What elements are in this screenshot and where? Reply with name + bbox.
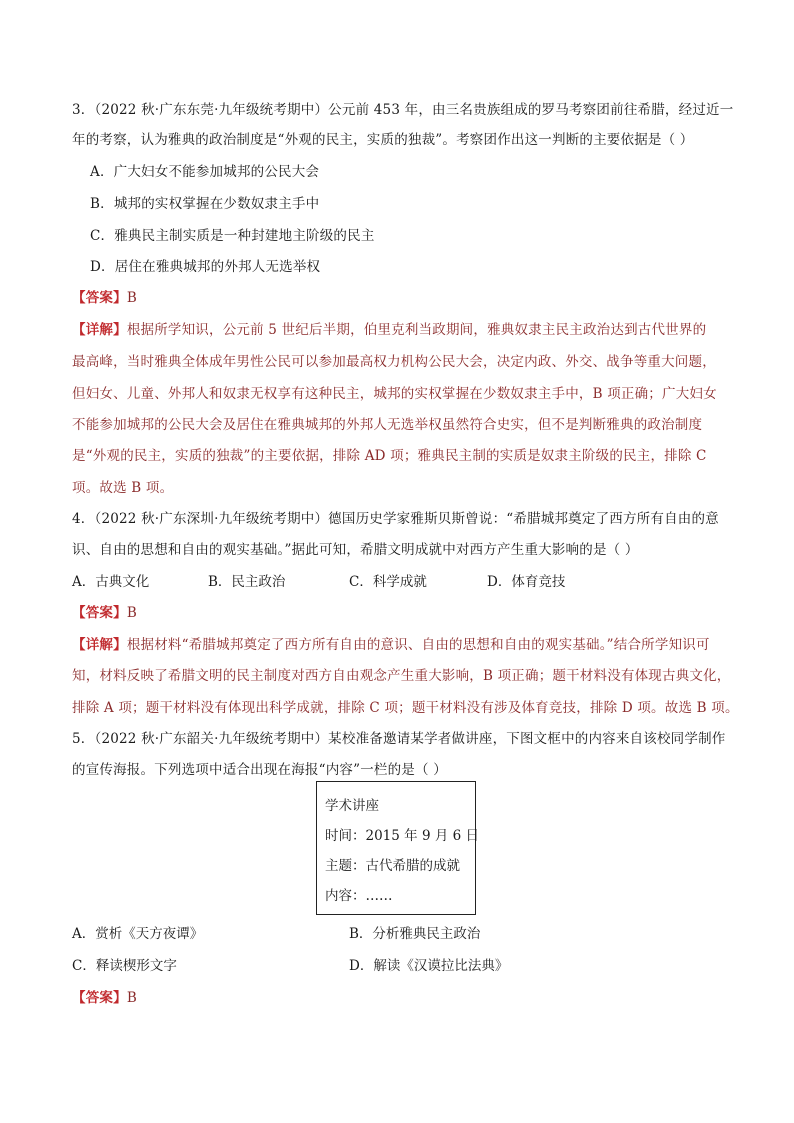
q3-detail-line-2: 最高峰，当时雅典全体成年男性公民可以参加最高权力机构公民大会，决定内政、外交、战争等重大问题， xyxy=(72,354,716,370)
answer-value: B xyxy=(126,990,137,1006)
q5-stem-line-1: 5．（2022 秋·广东韶关·九年级统考期中）某校准备邀请某学者做讲座，下图文框中的内容来自该校同学制作 xyxy=(72,731,726,747)
q4-option-c: C．科学成就 xyxy=(349,574,427,590)
poster-content: 内容：…… xyxy=(325,888,393,904)
q5-stem-line-2: 的宣传海报。下列选项中适合出现在海报“内容”一栏的是（ ） xyxy=(72,762,447,778)
q5-answer xyxy=(72,988,137,1008)
lecture-poster-box xyxy=(316,781,479,915)
poster-topic: 主题：古代希腊的成就 xyxy=(325,858,460,874)
q3-answer xyxy=(72,288,137,308)
answer-tag: 【答案】 xyxy=(72,990,127,1006)
detail-tag: 【详解】 xyxy=(72,637,127,653)
answer-value: B xyxy=(126,605,137,621)
q3-detail-line-1: 【详解】根据所学知识，公元前 5 世纪后半期，伯里克利当政期间，雅典奴隶主民主政治达到古代世界的 xyxy=(72,322,707,338)
poster-title: 学术讲座 xyxy=(325,798,379,814)
q3-option-a: A．广大妇女不能参加城邦的公民大会 xyxy=(90,164,320,180)
q5-option-c: C．释读楔形文字 xyxy=(72,958,177,974)
q3-option-d: D．居住在雅典城邦的外邦人无选举权 xyxy=(90,259,321,275)
answer-value: B xyxy=(126,290,137,306)
q4-option-d: D．体育竞技 xyxy=(487,574,566,590)
q3-stem-line-2: 年的考察，认为雅典的政治制度是“外观的民主，实质的独裁”。考察团作出这一判断的主要依据是（ ） xyxy=(72,132,694,148)
q4-stem-line-2: 识、自由的思想和自由的观实基础。”据此可知，希腊文明成就中对西方产生重大影响的是（ ） xyxy=(72,542,639,558)
q4-answer xyxy=(72,603,137,623)
q3-detail-line-5: 是“外观的民主，实质的独裁”的主要依据，排除 AD 项；雅典民主制的实质是奴隶主阶级的民主，排除 C xyxy=(72,448,707,464)
q3-detail-line-4: 不能参加城邦的公民大会及居住在雅典城邦的外邦人无选举权虽然符合史实，但不是判断雅典的政治制度 xyxy=(72,417,703,433)
q3-detail-line-3: 但妇女、儿童、外邦人和奴隶无权享有这种民主，城邦的实权掌握在少数奴隶主手中，B 项正确；广大妇女 xyxy=(72,386,717,402)
q5-option-d: D．解读《汉谟拉比法典》 xyxy=(349,958,509,974)
q5-option-a: A．赏析《天方夜谭》 xyxy=(72,926,204,942)
q5-option-b: B．分析雅典民主政治 xyxy=(349,926,481,942)
q3-stem-line-1: 3．（2022 秋·广东东莞·九年级统考期中）公元前 453 年，由三名贵族组成的罗马考察团前往希腊，经过近一 xyxy=(72,102,734,118)
q3-option-b: B．城邦的实权掌握在少数奴隶主手中 xyxy=(90,196,320,212)
q4-detail-line-1: 【详解】根据材料“希腊城邦奠定了西方所有自由的意识、自由的思想和自由的观实基础。”结合所学知识可 xyxy=(72,637,710,653)
answer-tag: 【答案】 xyxy=(72,290,127,306)
q4-detail-line-2: 知，材料反映了希腊文明的民主制度对西方自由观念产生重大影响，B 项正确；题干材料没有体现古典文化， xyxy=(72,668,731,684)
q4-stem-line-1: 4．（2022 秋·广东深圳·九年级统考期中）德国历史学家雅斯贝斯曾说：“希腊城邦奠定了西方所有自由的意 xyxy=(72,511,719,527)
q3-option-c: C．雅典民主制实质是一种封建地主阶级的民主 xyxy=(90,228,375,244)
q3-detail-line-6: 项。故选 B 项。 xyxy=(72,480,174,496)
detail-tag: 【详解】 xyxy=(72,322,127,338)
q4-option-b: B．民主政治 xyxy=(208,574,286,590)
answer-tag: 【答案】 xyxy=(72,605,127,621)
q4-option-a: A．古典文化 xyxy=(72,574,150,590)
q4-detail-line-3: 排除 A 项；题干材料没有体现出科学成就，排除 C 项；题干材料没有涉及体育竞技，排除 D 项。故选 B 项。 xyxy=(72,700,739,716)
poster-time: 时间：2015 年 9 月 6 日 xyxy=(325,828,479,844)
